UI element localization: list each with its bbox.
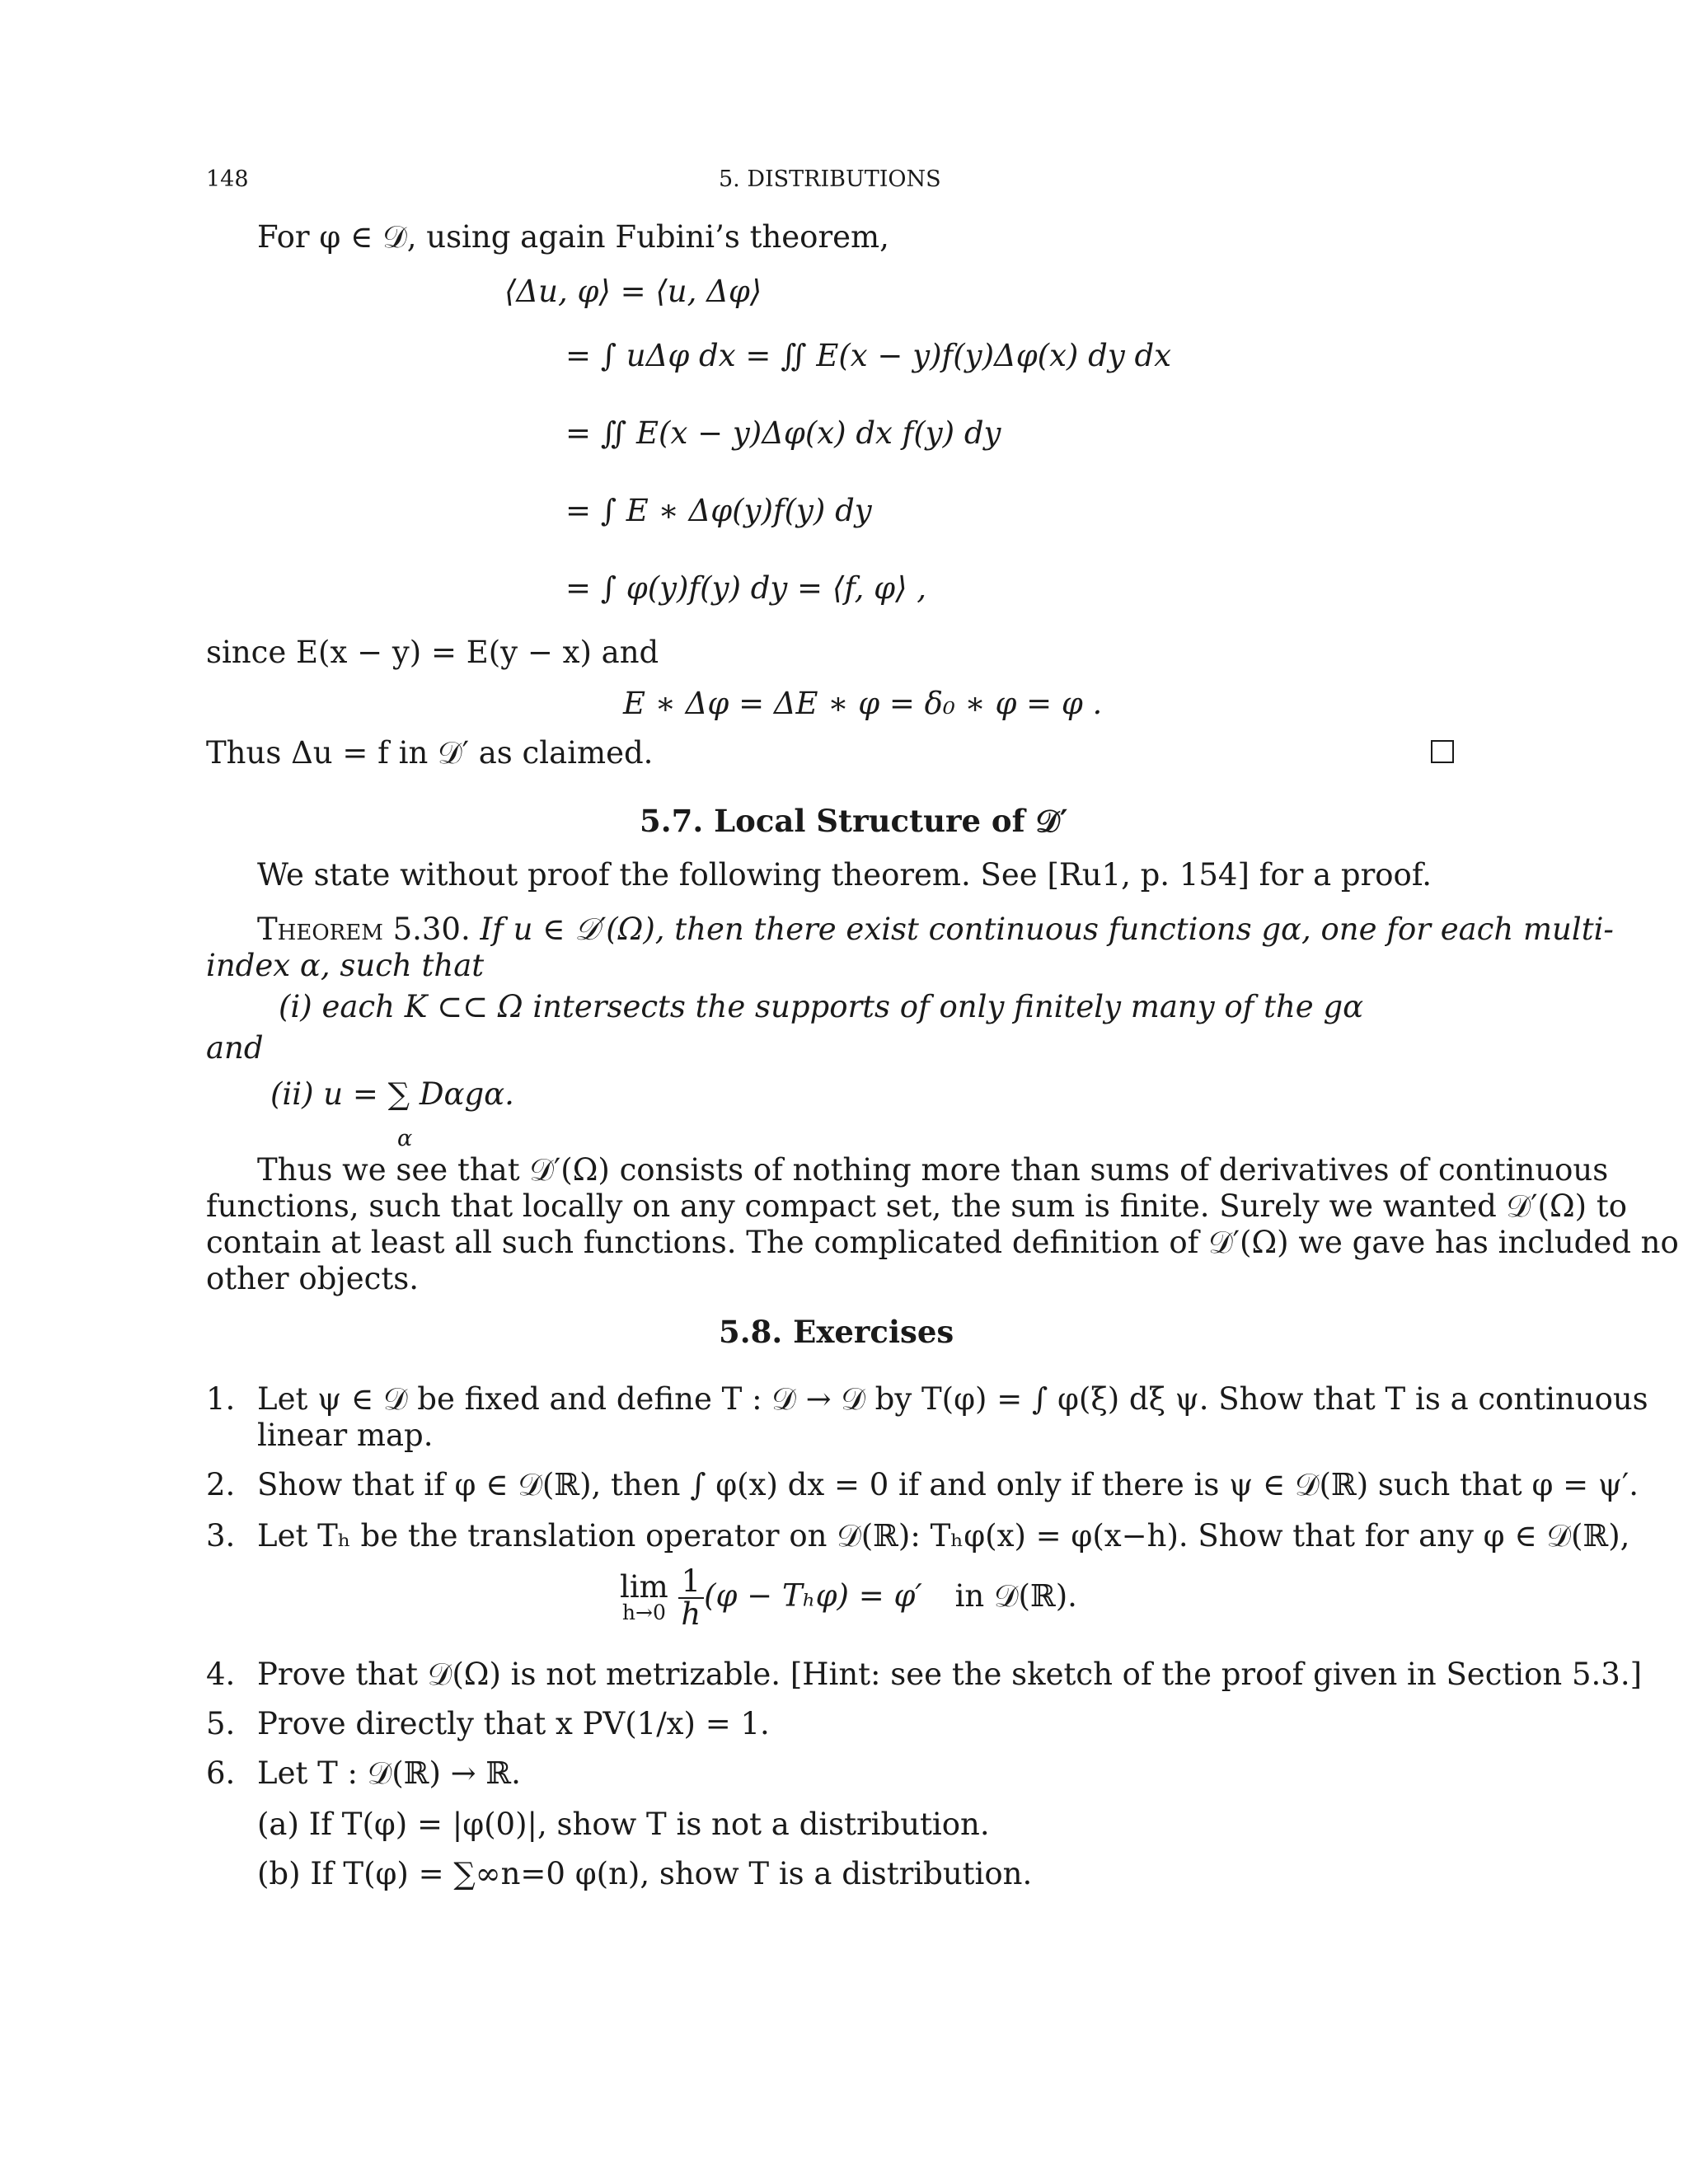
- theorem-and: and: [206, 1030, 264, 1066]
- theorem-statement-start: If u ∈ 𝒟′(Ω), then there exist continuous functions gα, one for each multi-: [480, 912, 1614, 947]
- exercise-2-text: Show that if φ ∈ 𝒟(ℝ), then ∫ φ(x) dx = 0 if and only if there is ψ ∈ 𝒟(ℝ) such that φ = ψ′.: [257, 1467, 1639, 1502]
- exercise-3-number: 3.: [206, 1518, 236, 1554]
- equation-line-5: = ∫ φ(y)f(y) dy = ⟨f, φ⟩ ,: [565, 570, 927, 606]
- convolution-equation: E ∗ Δφ = ΔE ∗ φ = δ₀ ∗ φ = φ .: [623, 686, 1103, 721]
- theorem-label: Theorem 5.30.: [257, 912, 471, 947]
- limit-subscript: h→0: [621, 1601, 666, 1624]
- sum-index: α: [397, 1126, 413, 1151]
- fraction-numerator: 1: [678, 1566, 705, 1599]
- paragraph-line-1: Thus we see that 𝒟′(Ω) consists of nothing more than sums of derivatives of continuous: [257, 1152, 1609, 1188]
- limit-expression: (φ − Tₕφ) = φ′: [704, 1577, 922, 1614]
- exercise-6-part-a: (a) If T(φ) = |φ(0)|, show T is not a distribution.: [257, 1807, 990, 1842]
- section-5-7-title: 5.7. Local Structure of 𝒟′: [640, 803, 1068, 839]
- exercise-5-number: 5.: [206, 1706, 236, 1741]
- page-number: 148: [206, 166, 249, 192]
- exercise-6-part-b: (b) If T(φ) = ∑∞n=0 φ(n), show T is a distribution.: [257, 1856, 1033, 1891]
- exercise-1-line-2: linear map.: [257, 1418, 434, 1453]
- proof-conclusion: Thus Δu = f in 𝒟′ as claimed.: [206, 735, 654, 771]
- theorem-line-1: [257, 912, 1614, 948]
- section-5-7-intro: We state without proof the following theorem. See [Ru1, p. 154] for a proof.: [257, 857, 1432, 893]
- theorem-item-i: (i) each K ⊂⊂ Ω intersects the supports of only finitely many of the gα: [279, 989, 1364, 1024]
- since-line: since E(x − y) = E(y − x) and: [206, 635, 659, 670]
- equation-line-2: = ∫ uΔφ dx = ∬ E(x − y)f(y)Δφ(x) dy dx: [565, 338, 1172, 373]
- running-title: 5. DISTRIBUTIONS: [719, 166, 941, 192]
- exercise-5-text: Prove directly that x PV(1/x) = 1.: [257, 1706, 770, 1741]
- limit-equation: [620, 1563, 1077, 1632]
- equation-line-4: = ∫ E ∗ Δφ(y)f(y) dy: [565, 493, 872, 528]
- section-5-7-paragraph: [206, 1152, 1679, 1297]
- fraction: [678, 1563, 705, 1632]
- exercise-6-text: Let T : 𝒟(ℝ) → ℝ.: [257, 1755, 521, 1791]
- equation-line-3: = ∬ E(x − y)Δφ(x) dx f(y) dy: [565, 415, 1001, 451]
- limit-space: in 𝒟(ℝ).: [954, 1577, 1077, 1614]
- theorem-line-2: index α, such that: [206, 948, 485, 983]
- theorem-item-ii: (ii) u = ∑ Dαgα.: [270, 1076, 514, 1112]
- limit-operator: lim: [620, 1569, 668, 1605]
- section-5-8-title: 5.8. Exercises: [719, 1314, 954, 1350]
- fraction-denominator: h: [681, 1596, 701, 1632]
- exercise-4-text: Prove that 𝒟(Ω) is not metrizable. [Hint: see the sketch of the proof given in Section 5.3.]: [257, 1657, 1643, 1692]
- paragraph-line-3: contain at least all such functions. The complicated definition of 𝒟′(Ω) we gave has included no: [206, 1225, 1679, 1260]
- exercise-1-line-1: Let ψ ∈ 𝒟 be fixed and define T : 𝒟 → 𝒟 by T(φ) = ∫ φ(ξ) dξ ψ. Show that T is a continuous: [257, 1381, 1648, 1417]
- exercise-4-number: 4.: [206, 1657, 236, 1692]
- paragraph-line-4: other objects.: [206, 1261, 419, 1296]
- exercise-3-text: Let Tₕ be the translation operator on 𝒟(ℝ): Tₕφ(x) = φ(x−h). Show that for any φ ∈ 𝒟(ℝ),: [257, 1518, 1630, 1554]
- qed-box-icon: [1431, 740, 1454, 763]
- exercise-1-number: 1.: [206, 1381, 236, 1417]
- exercise-2-number: 2.: [206, 1467, 236, 1502]
- exercise-6-number: 6.: [206, 1755, 236, 1791]
- equation-line-1: ⟨Δu, φ⟩ = ⟨u, Δφ⟩: [504, 274, 762, 309]
- paragraph-line-2: functions, such that locally on any compact set, the sum is finite. Surely we wanted 𝒟′(Ω) to: [206, 1188, 1627, 1224]
- proof-intro: For φ ∈ 𝒟, using again Fubini’s theorem,: [257, 219, 889, 255]
